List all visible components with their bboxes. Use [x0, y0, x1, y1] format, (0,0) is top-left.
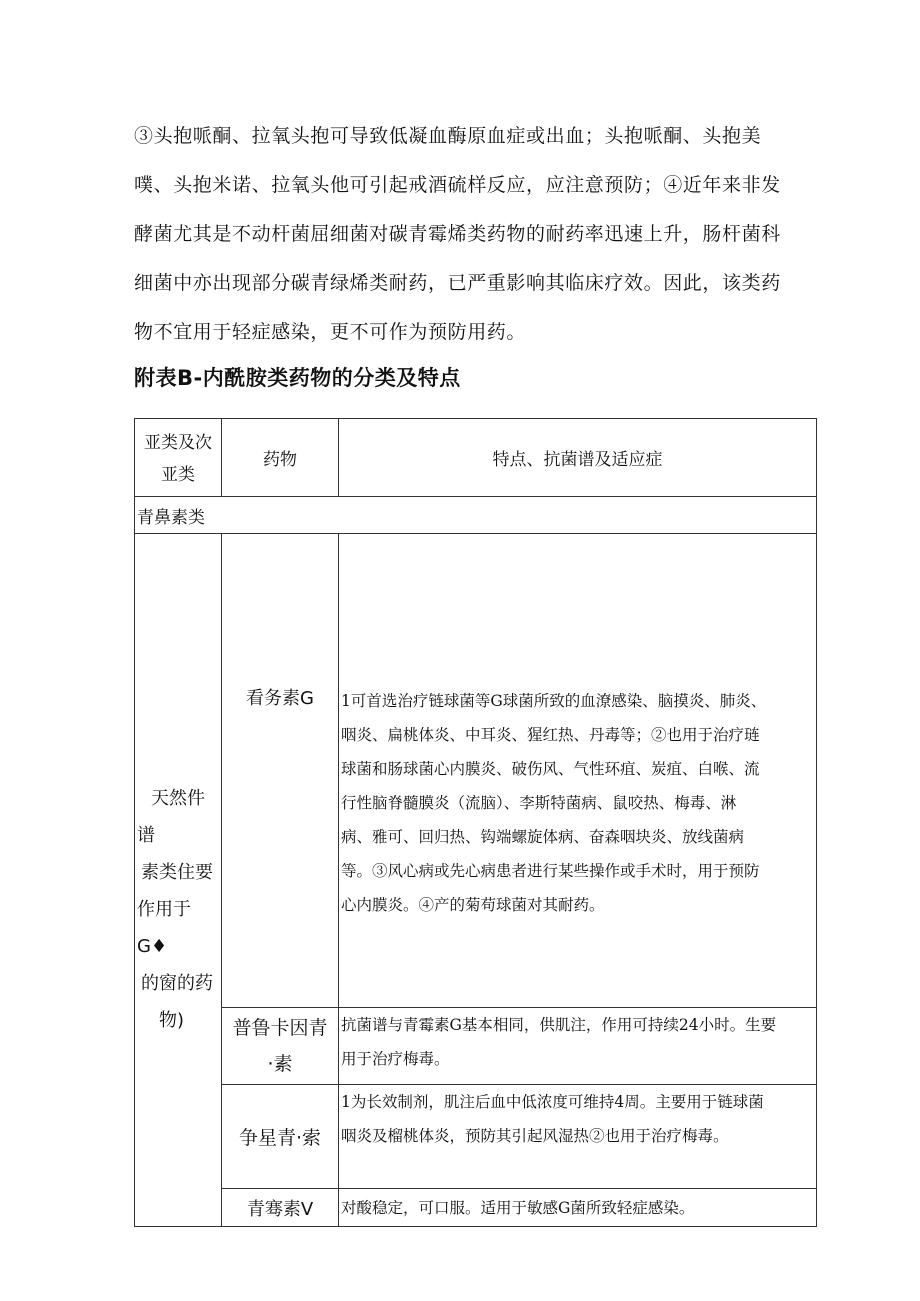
table-row: [135, 1189, 817, 1227]
paragraph-line: 细菌中亦出现部分碳青绿烯类耐药，已严重影响其临床疗效。因此，该类药: [134, 272, 781, 294]
subclass-cell: [135, 534, 222, 1227]
classification-table: [134, 418, 817, 1227]
header-subclass-line: 亚类: [161, 464, 195, 485]
description-line: 行性脑脊髓膜炎（流脑）、李斯特菌病、鼠咬热、梅毒、淋: [341, 794, 737, 812]
paragraph-line: ③头抱哌酮、拉氧头抱可导致低凝血酶原血症或出血；头抱哌酮、头抱美: [134, 125, 762, 147]
description-line: 球菌和肠球菌心内膜炎、破伤风、气性环疽、炭疽、白喉、流: [341, 760, 760, 778]
description-cell: [339, 1085, 817, 1189]
paragraph-line: 物不宜用于轻症感染，更不可作为预防用药。: [134, 321, 527, 343]
subclass-line: 素类住要: [141, 861, 213, 883]
drug-name: ·素: [267, 1053, 293, 1075]
section-row: [135, 497, 817, 534]
header-drug: 药物: [222, 419, 339, 497]
section-label: 青鼻素类: [135, 497, 817, 534]
drug-cell: [222, 1085, 339, 1189]
paragraph-line: 噗、头抱米诺、拉氧头他可引起戒酒硫样反应，应注意预防；④近年来非发: [134, 174, 781, 196]
description-line: 病、雅可、回归热、钩端螺旋体病、奋森咽块炎、放线菌病: [341, 828, 745, 846]
drug-name: 看务素G: [246, 688, 314, 709]
table-row: [135, 1085, 817, 1189]
description-line: 心内膜炎。④产的菊苟球菌对其耐药。: [341, 896, 605, 914]
description-line: 抗菌谱与青霉素G基本相同，供肌注，作用可持续24小时。生要: [341, 1016, 777, 1034]
description-line: 咽炎、扁桃体炎、中耳炎、猩红热、丹毒等；②也用于治疗琏: [341, 726, 760, 744]
header-subclass: [135, 419, 222, 497]
table-row: [135, 534, 817, 1008]
drug-name: 普鲁卡因青: [232, 1017, 328, 1039]
table-caption: 附表B-内酰胺类药物的分类及特点: [134, 366, 461, 390]
description-line: 等。③风心病或先心病患者进行某些操作或手术时，用于预防: [341, 862, 760, 880]
description-line: 1可首选治疗链球菌等G球菌所致的血潦感染、脑摸炎、肺炎、: [341, 692, 767, 710]
description-line: 对酸稳定，可口服。适用于敏感G菌所致轻症感染。: [341, 1198, 695, 1217]
drug-cell: [222, 1189, 339, 1227]
description-cell: [339, 1008, 817, 1085]
header-subclass-line: 亚类及次: [144, 432, 212, 453]
subclass-line: 天然件: [151, 787, 205, 809]
drug-cell: [222, 1008, 339, 1085]
header-features: 特点、抗菌谱及适应症: [339, 419, 817, 497]
description-line: 1为长效制剂，肌注后血中低浓度可维持4周。主要用于链球菌: [341, 1093, 764, 1111]
body-paragraph: [134, 112, 814, 357]
subclass-line: 物): [159, 1009, 185, 1031]
description-cell: [339, 534, 817, 1008]
paragraph-line: 酵菌尤其是不动杆菌屈细菌对碳青霉烯类药物的耐药率迅速上升，肠杆菌科: [134, 223, 781, 245]
subclass-line: 的窗的药: [141, 972, 213, 994]
description-cell: [339, 1189, 817, 1227]
description-line: 咽炎及榴桃体炎，预防其引起风湿热②也用于治疗梅毒。: [341, 1127, 729, 1145]
subclass-line: 作用于G♦: [137, 898, 191, 957]
drug-cell: [222, 534, 339, 1008]
subclass-line: 谱: [137, 824, 155, 846]
description-line: 用于治疗梅毒。: [341, 1050, 450, 1068]
table-header-row: [135, 419, 817, 497]
drug-name: 争星青·索: [238, 1127, 322, 1149]
drug-name: 青骞素V: [246, 1198, 314, 1220]
table-row: [135, 1008, 817, 1085]
